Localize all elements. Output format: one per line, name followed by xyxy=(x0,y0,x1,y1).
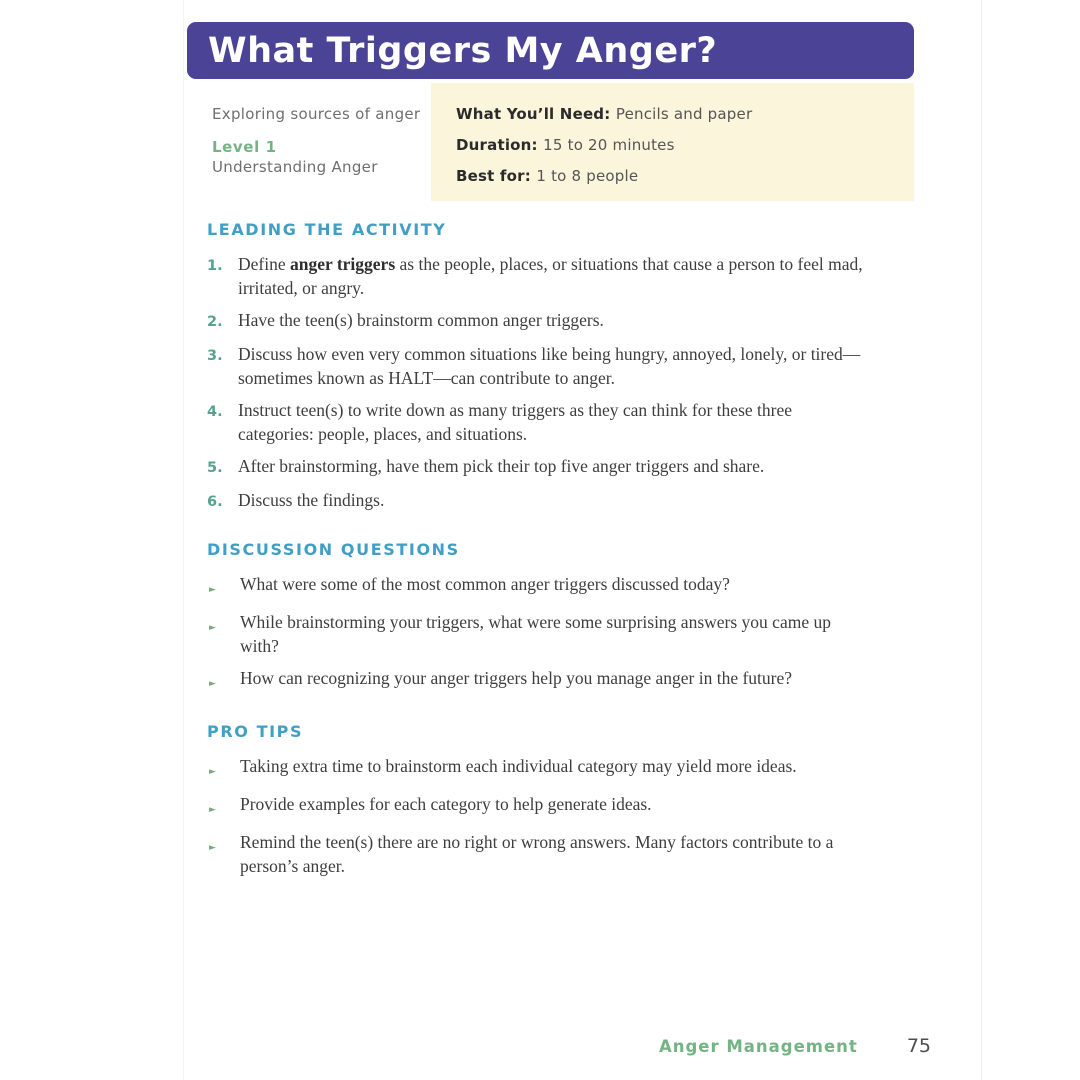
list-item-text: Discuss how even very common situations like being hungry, annoyed, lonely, or tired—sometimes known as HALT—can contribute to anger. xyxy=(238,344,861,388)
section-heading: PRO TIPS xyxy=(207,722,304,741)
requirement-row xyxy=(456,167,904,185)
page-number: 75 xyxy=(906,1035,931,1057)
list-item xyxy=(207,398,867,446)
list-number: 6. xyxy=(207,494,223,510)
activity-subtitle: Exploring sources of anger xyxy=(212,105,421,123)
requirement-label: Best for: xyxy=(456,167,537,185)
triangle-bullet-icon: ► xyxy=(209,843,216,853)
list-item xyxy=(207,488,867,514)
title-banner xyxy=(187,22,914,79)
section-heading: DISCUSSION QUESTIONS xyxy=(207,540,460,559)
list-item-text: Instruct teen(s) to write down as many triggers as they can think for these three categories: people, places, and situations. xyxy=(238,400,792,444)
list-item xyxy=(207,308,867,334)
list-item xyxy=(207,666,867,696)
list-item-text: How can recognizing your anger triggers help you manage anger in the future? xyxy=(240,668,793,688)
list-item xyxy=(207,572,867,602)
triangle-bullet-icon: ► xyxy=(209,585,216,595)
list-item-text: While brainstorming your triggers, what were some surprising answers you came up with? xyxy=(240,612,831,656)
list-number: 1. xyxy=(207,258,223,274)
requirement-label: Duration: xyxy=(456,136,544,154)
list-item-text: Remind the teen(s) there are no right or wrong answers. Many factors contribute to a person’s anger. xyxy=(240,832,834,876)
list-item-text: Define anger triggers as the people, places, or situations that cause a person to feel mad, irritated, or angry. xyxy=(238,254,863,298)
triangle-bullet-icon: ► xyxy=(209,679,216,689)
requirement-row xyxy=(456,105,904,123)
numbered-list xyxy=(207,252,867,514)
list-item xyxy=(207,754,867,784)
level-label: Level 1 xyxy=(212,138,277,156)
requirement-value: 15 to 20 minutes xyxy=(543,136,675,154)
list-number: 3. xyxy=(207,348,223,364)
worksheet-page xyxy=(183,0,982,1080)
requirement-label: What You’ll Need: xyxy=(456,105,616,123)
page-footer xyxy=(184,1035,981,1057)
list-item xyxy=(207,252,867,300)
requirement-value: Pencils and paper xyxy=(615,105,753,123)
list-item-text: Discuss the findings. xyxy=(238,490,385,510)
section-heading: LEADING THE ACTIVITY xyxy=(207,220,447,239)
list-item-text: Taking extra time to brainstorm each individual category may yield more ideas. xyxy=(240,756,797,776)
list-item xyxy=(207,454,867,480)
triangle-bullet-icon: ► xyxy=(209,767,216,777)
list-number: 2. xyxy=(207,314,223,330)
page-title: What Triggers My Anger? xyxy=(208,30,718,71)
list-item-text: Provide examples for each category to help generate ideas. xyxy=(240,794,652,814)
requirement-row xyxy=(456,136,904,154)
triangle-bullet-icon: ► xyxy=(209,805,216,815)
level-name: Understanding Anger xyxy=(212,158,378,176)
bullet-list xyxy=(207,754,867,878)
list-item xyxy=(207,830,867,878)
list-number: 4. xyxy=(207,404,223,420)
activity-info-column xyxy=(187,83,431,201)
list-item-text: What were some of the most common anger triggers discussed today? xyxy=(240,574,730,594)
list-item-text: After brainstorming, have them pick their top five anger triggers and share. xyxy=(238,456,765,476)
triangle-bullet-icon: ► xyxy=(209,623,216,633)
activity-content xyxy=(207,220,879,878)
list-number: 5. xyxy=(207,460,223,476)
list-item xyxy=(207,610,867,658)
chapter-label: Anger Management xyxy=(658,1037,858,1056)
list-item xyxy=(207,792,867,822)
bullet-list xyxy=(207,572,867,696)
list-item xyxy=(207,342,867,390)
requirement-value: 1 to 8 people xyxy=(536,167,639,185)
requirements-box xyxy=(431,83,914,201)
list-item-text: Have the teen(s) brainstorm common anger triggers. xyxy=(238,310,604,330)
activity-meta-row xyxy=(187,83,981,201)
